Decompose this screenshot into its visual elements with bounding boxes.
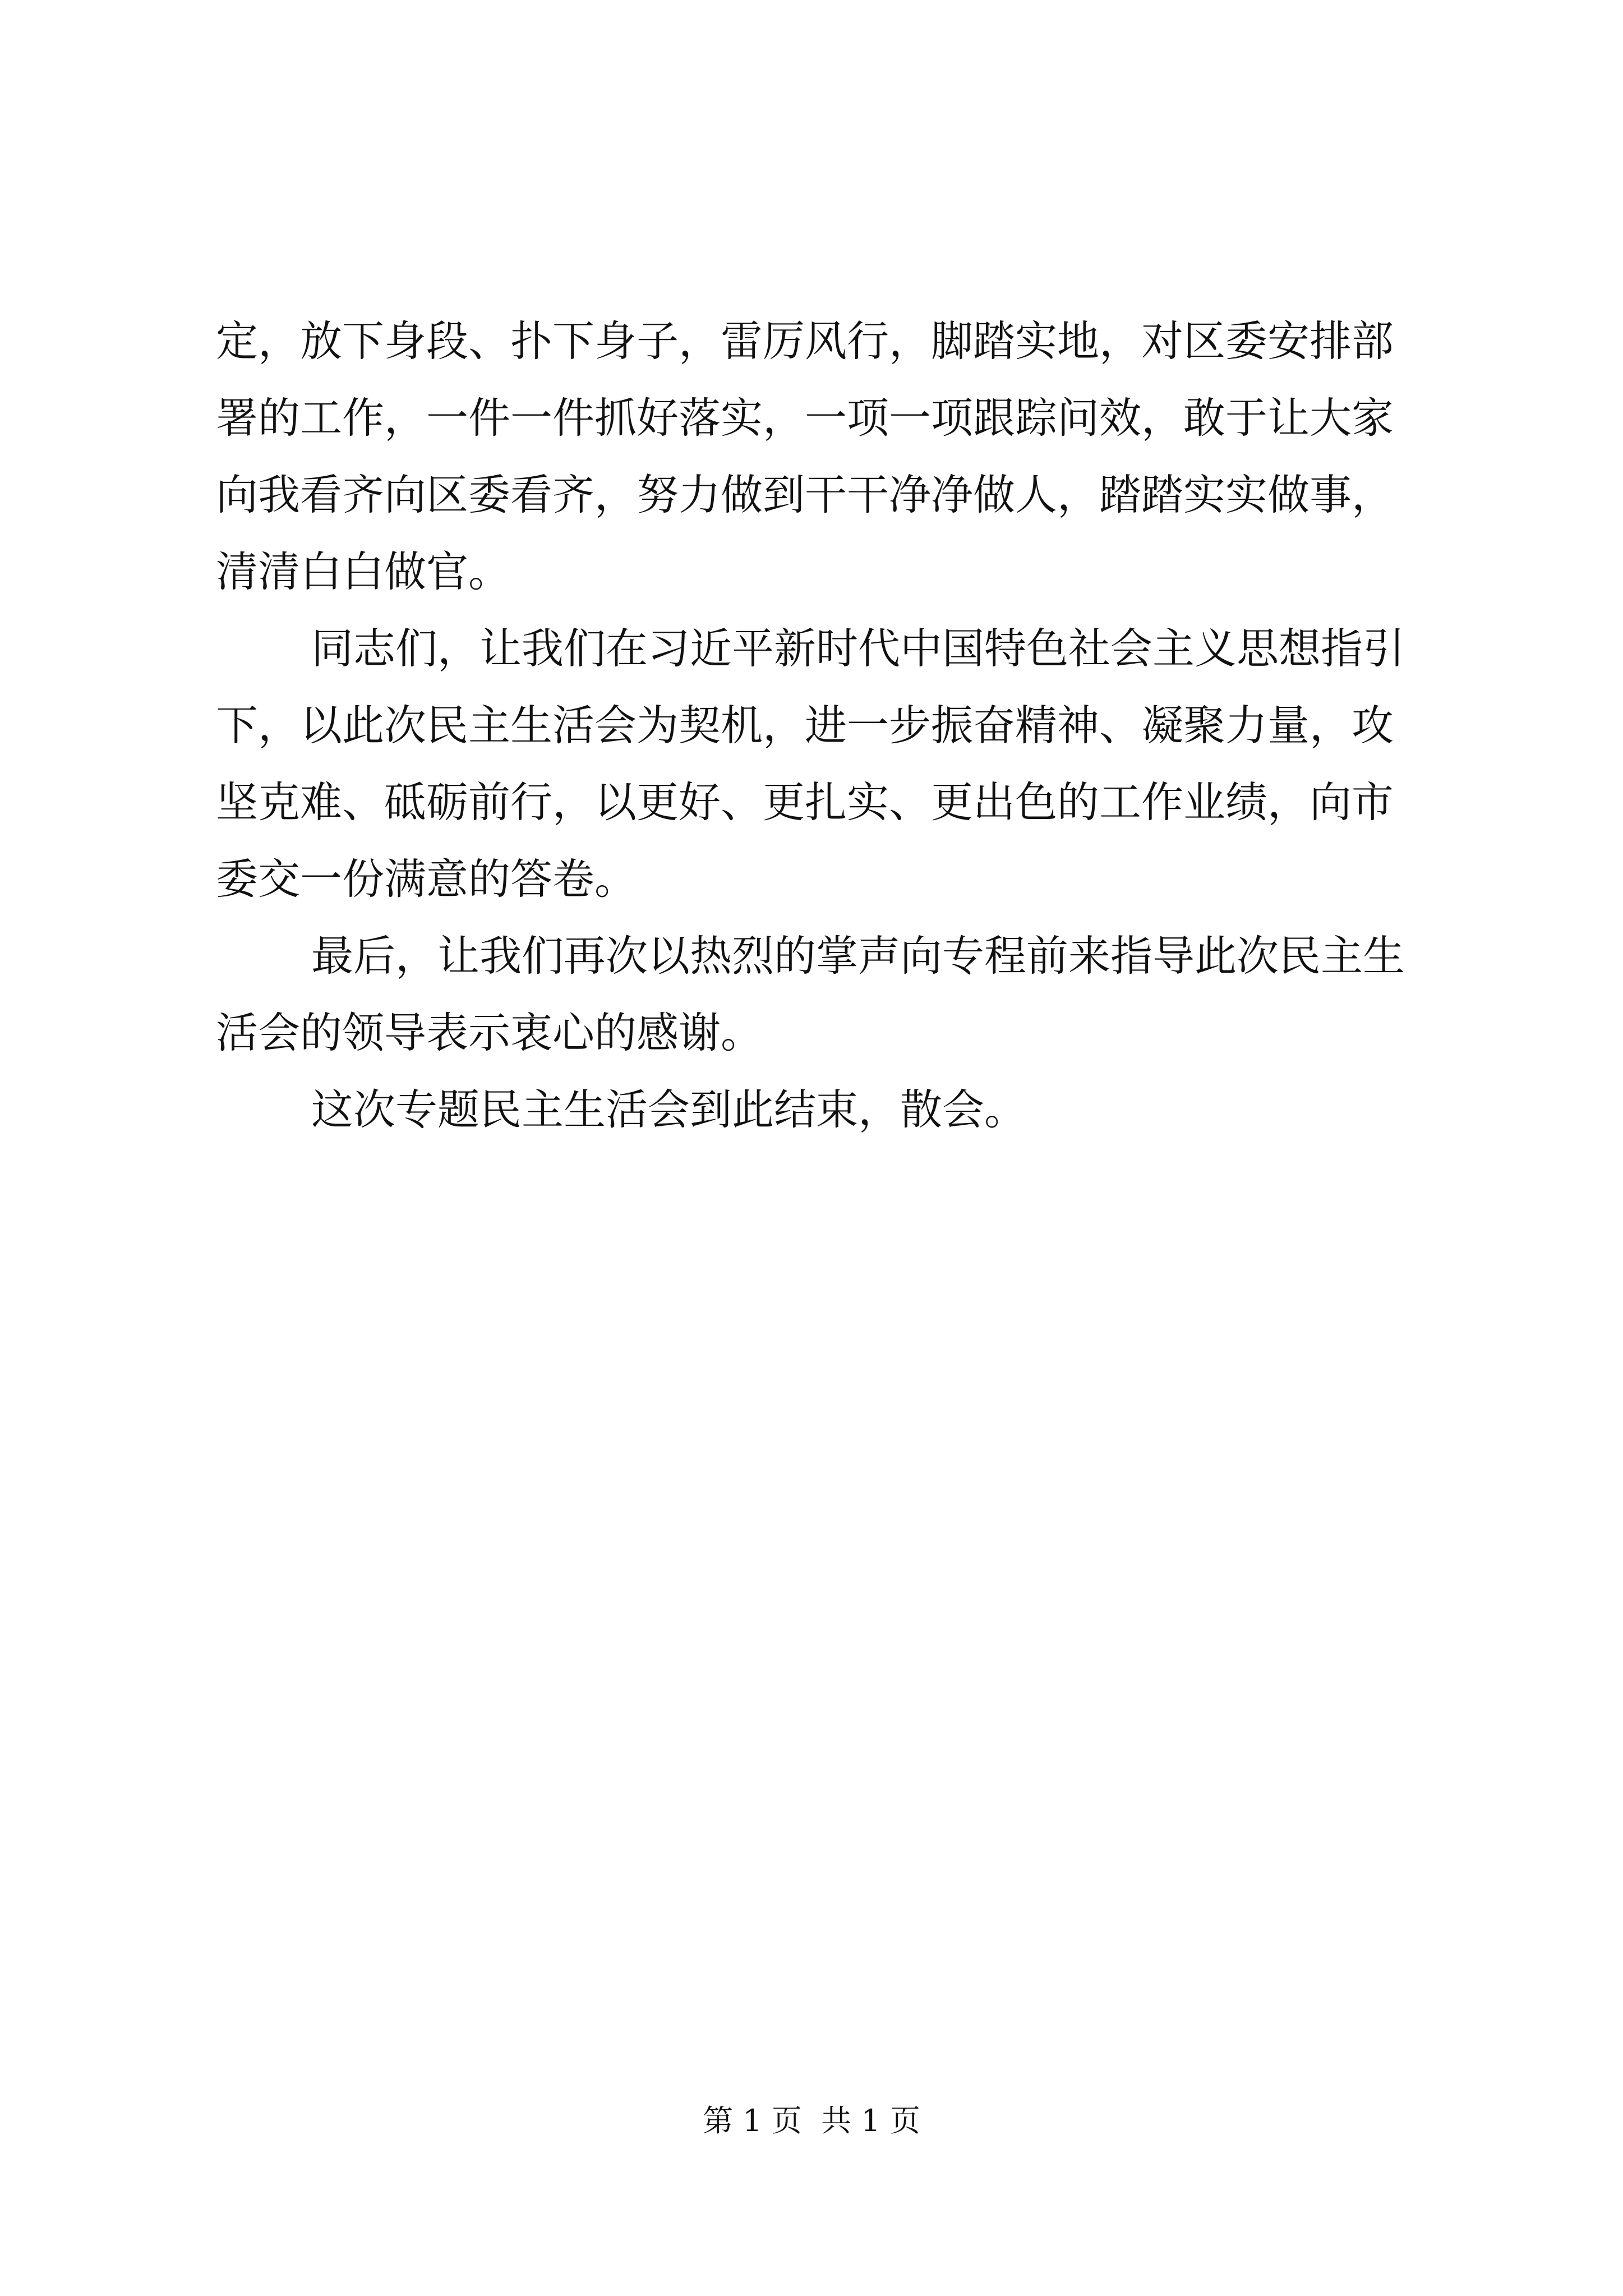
paragraph-4	[216, 1071, 1450, 1148]
text-line: 活会的领导表示衷心的感谢。	[216, 1008, 763, 1057]
text-line: 定，放下身段、扑下身子，雷厉风行，脚踏实地，对区委安排部	[216, 316, 1394, 366]
paragraph-1	[216, 303, 1450, 610]
page-number-footer: 第 1 页 共 1 页	[703, 2103, 920, 2138]
text-line: 同志们，让我们在习近平新时代中国特色社会主义思想指引	[311, 624, 1405, 673]
text-line: 委交一份满意的答卷。	[216, 854, 637, 904]
paragraph-2	[216, 610, 1450, 918]
text-line: 最后，让我们再次以热烈的掌声向专程前来指导此次民主生	[311, 931, 1405, 981]
text-line: 坚克难、砥砺前行，以更好、更扎实、更出色的工作业绩，向市	[216, 777, 1394, 827]
document-body	[216, 303, 1450, 1148]
text-line: 署的工作，一件一件抓好落实，一项一项跟踪问效，敢于让大家	[216, 393, 1394, 443]
text-line: 下，以此次民主生活会为契机，进一步振奋精神、凝聚力量，攻	[216, 701, 1394, 750]
text-line: 这次专题民主生活会到此结束，散会。	[311, 1085, 1027, 1134]
paragraph-3	[216, 918, 1450, 1071]
text-line: 向我看齐向区委看齐，努力做到干干净净做人，踏踏实实做事，	[216, 470, 1394, 519]
text-line: 清清白白做官。	[216, 547, 511, 596]
